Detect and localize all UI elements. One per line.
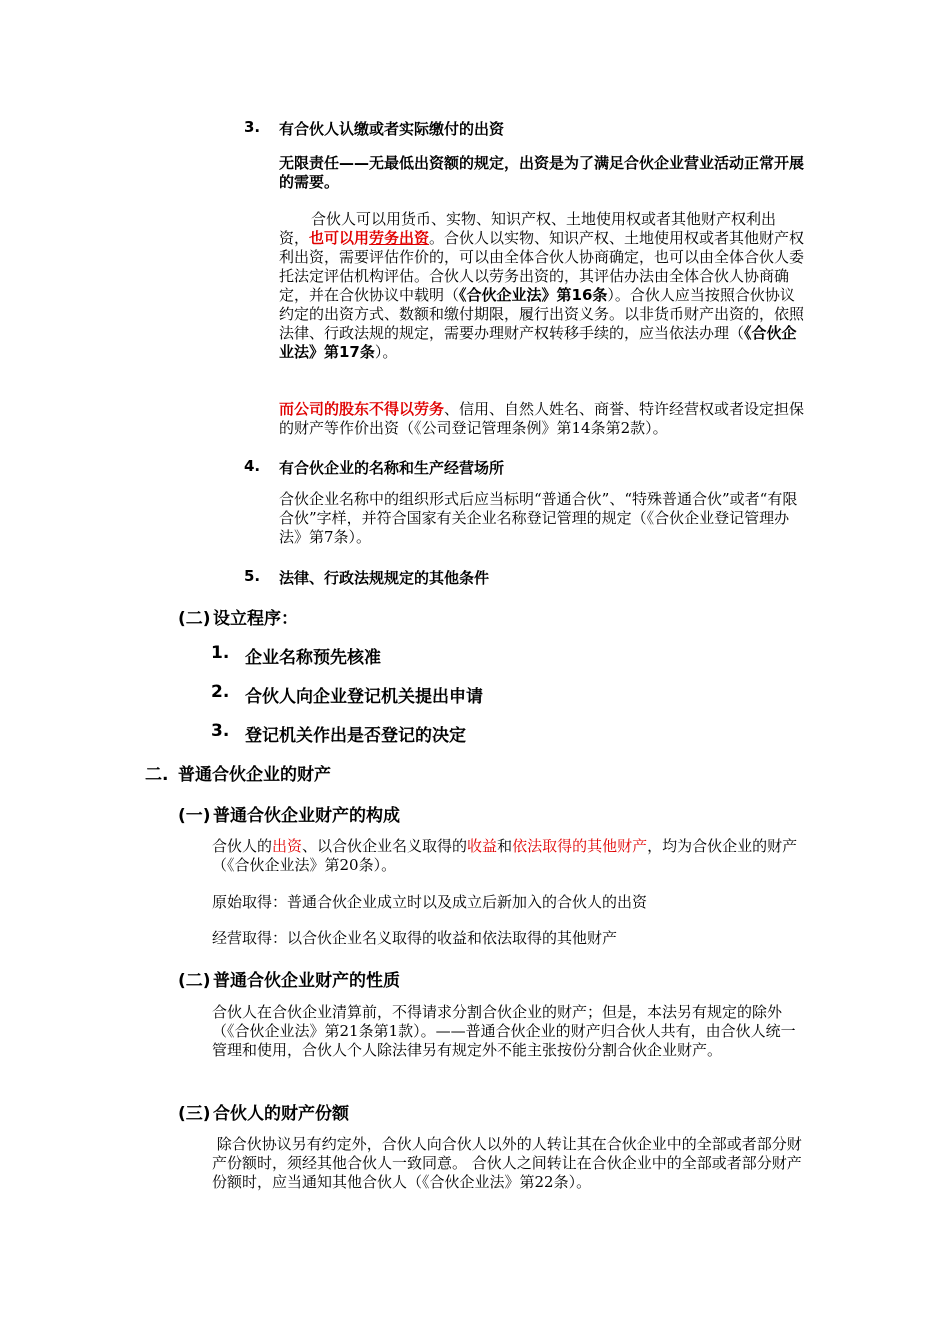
s3-p2-rest: 、信用、自然人姓名、商誉、特许经营权或者设定担保的财产等作价出资（《公司登记管理条例》第14条第2款）。 bbox=[279, 400, 805, 437]
s3-number: 3. bbox=[244, 118, 261, 136]
procedure-item-3: 登记机关作出是否登记的决定 bbox=[245, 726, 466, 746]
procedure-item-1: 企业名称预先核准 bbox=[245, 648, 381, 668]
sub1-heading: 普通合伙企业财产的构成 bbox=[213, 806, 400, 826]
procedure-heading: 设立程序： bbox=[213, 609, 298, 629]
sub1-p-d: ，均为合伙企业的财产（《合伙企业法》第20条）。 bbox=[212, 837, 798, 874]
procedure-item-1-number: 1. bbox=[211, 643, 230, 663]
s3-p1-b: 。合伙人以实物、知识产权、土地使用权或者其他财产权利出资，需要评估作价的，可以由全体合伙人协商确定，也可以由全体合伙人委托法定评估机构评估。合伙人以劳务出资的，其评估办法由全体合伙人协商确定，并在合伙协议中载明（ bbox=[279, 229, 805, 304]
part2-heading: 普通合伙企业的财产 bbox=[178, 765, 331, 785]
s3-bold-note: 无限责任——无最低出资额的规定，出资是为了满足合伙企业营业活动正常开展的需要。 bbox=[279, 154, 805, 191]
s3-company-paragraph bbox=[279, 400, 805, 438]
sub2-paragraph: 合伙人在合伙企业清算前，不得请求分割合伙企业的财产；但是，本法另有规定的除外（《合伙企业法》第21条第1款）。——普通合伙企业的财产归合伙人共有，由合伙人统一管理和使用，合伙人个人除法律另有规定外不能主张按份分割合伙企业财产。 bbox=[212, 1003, 796, 1059]
sub1-paragraph bbox=[212, 837, 804, 875]
procedure-item-3-number: 3. bbox=[211, 721, 230, 741]
s5-heading: 法律、行政法规规定的其他条件 bbox=[279, 569, 490, 587]
sub2-number: (二) bbox=[178, 971, 211, 991]
s3-contribution-paragraph bbox=[279, 210, 805, 362]
sub1-number: (一) bbox=[178, 806, 211, 826]
s4-heading: 有合伙企业的名称和生产经营场所 bbox=[279, 459, 505, 477]
procedure-number: (二) bbox=[178, 609, 211, 629]
sub3-paragraph: 除合伙协议另有约定外，合伙人向合伙人以外的人转让其在合伙企业中的全部或者部分财产份额时，须经其他合伙人一致同意。 合伙人之间转让在合伙企业中的全部或者部分财产份额时，应当通知其他合伙人（《合伙企业法》第22条）。 bbox=[212, 1135, 802, 1191]
procedure-item-2-number: 2. bbox=[211, 682, 230, 702]
sub1-p-red2: 收益 bbox=[467, 837, 498, 855]
s3-p1-red1: 也可以用 bbox=[309, 229, 370, 247]
part2-number: 二. bbox=[145, 765, 169, 785]
s3-heading: 有合伙人认缴或者实际缴付的出资 bbox=[279, 120, 505, 138]
sub1-original-acquisition: 原始取得：普通合伙企业成立时以及成立后新加入的合伙人的出资 bbox=[212, 893, 648, 911]
sub1-operating-acquisition: 经营取得：以合伙企业名义取得的收益和依法取得的其他财产 bbox=[212, 929, 618, 947]
s3-p1-a: 合伙人可以用货币、实物、知识产权、土地使用权或者其他财产权利出资， bbox=[279, 210, 777, 247]
s4-number: 4. bbox=[244, 457, 261, 475]
sub1-p-b: 、以合伙企业名义取得的 bbox=[302, 837, 468, 855]
sub1-p-red3: 依法取得的其他财产 bbox=[512, 837, 648, 855]
sub1-p-red1: 出资 bbox=[272, 837, 303, 855]
s4-paragraph: 合伙企业名称中的组织形式后应当标明“普通合伙”、“特殊普通合伙”或者“有限合伙”字样，并符合国家有关企业名称登记管理的规定（《合伙企业登记管理办法》第7条）。 bbox=[279, 490, 798, 546]
sub1-p-a: 合伙人的 bbox=[212, 837, 273, 855]
sub3-number: (三) bbox=[178, 1104, 211, 1124]
s3-p2-red: 而公司的股东不得以劳务 bbox=[279, 400, 445, 418]
s3-p1-law2: 《合伙企业法》第17条 bbox=[279, 324, 797, 361]
sub3-heading: 合伙人的财产份额 bbox=[213, 1104, 349, 1124]
s3-p1-c: ）。合伙人应当按照合伙协议约定的出资方式、数额和缴付期限，履行出资义务。以非货币财产出资的，依照法律、行政法规的规定，需要办理财产权转移手续的，应当依法办理（ bbox=[279, 286, 805, 342]
s3-p1-d: ）。 bbox=[374, 343, 398, 361]
sub1-p-c: 和 bbox=[497, 837, 513, 855]
procedure-item-2: 合伙人向企业登记机关提出申请 bbox=[245, 687, 483, 707]
s3-p1-law1: 《合伙企业法》第16条 bbox=[459, 286, 608, 304]
sub2-heading: 普通合伙企业财产的性质 bbox=[213, 971, 400, 991]
s5-number: 5. bbox=[244, 567, 261, 585]
s3-p1-red2: 劳务出资 bbox=[369, 229, 430, 247]
